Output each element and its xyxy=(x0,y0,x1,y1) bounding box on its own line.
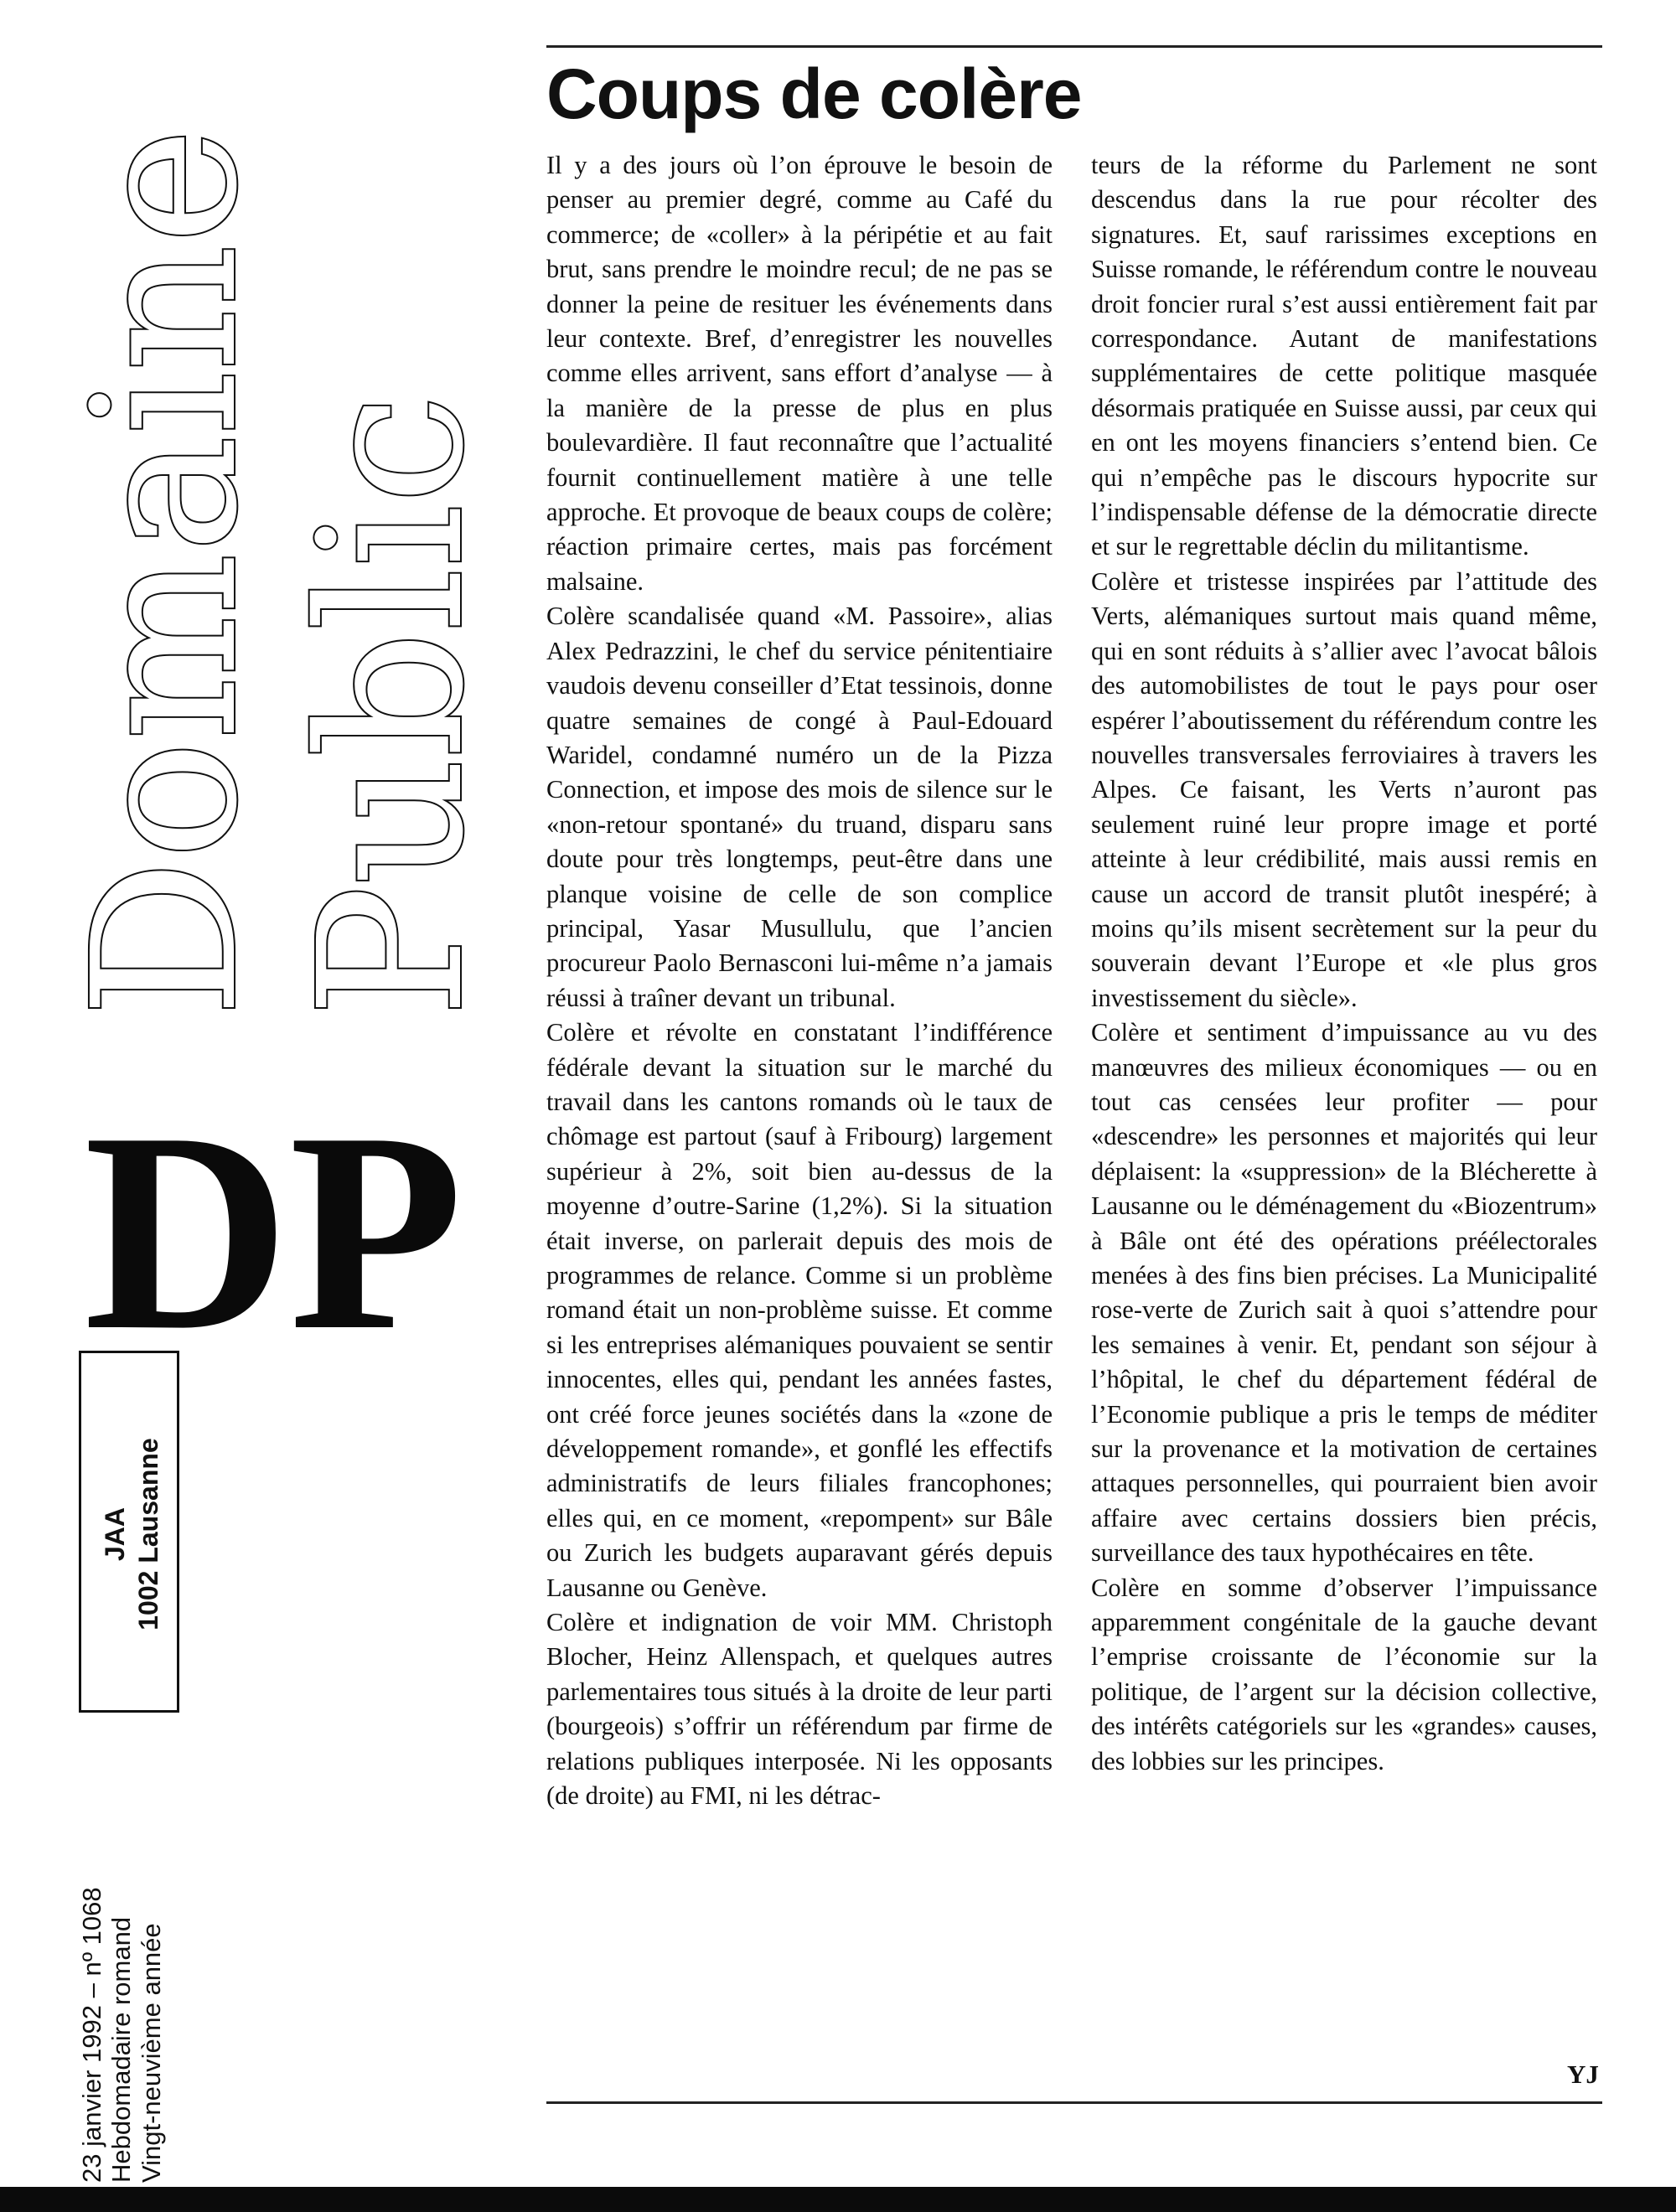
article-column-2 xyxy=(1091,148,1597,1779)
article-paragraph: Colère et indignation de voir MM. Christoph Blocher, Heinz Allenspach, et quelques autres parlementaires tous situés à la droite de leur parti (bourgeois) s’offrir un référendum par firme de relations publiques interposée. Ni les opposants (de droite) au FMI, ni les détrac- xyxy=(546,1608,1053,1811)
article-paragraph: Colère et tristesse inspirées par l’attitude des Verts, alémaniques surtout mais quand même, qui en sont réduits à s’allier avec l’avocat bâlois des automobilistes de tout le pays pour oser espérer l’aboutissement du référendum contre les nouvelles transversales ferroviaires à travers les Alpes. Ce faisant, les Verts n’auront pas seulement ruiné leur propre image et porté atteinte à leur crédibilité, mais aussi remis en cause un accord de transit plutôt inespéré; à moins qu’ils misent secrètement sur la peur du souverain devant l’Europe et «le plus gros investissement du siècle». xyxy=(1091,566,1597,1012)
article-paragraph: Colère en somme d’observer l’impuissance apparemment congénitale de la gauche devant l’emprise croissante de l’économie sur la politique, de l’argent sur la décision collective, des intérêts catégoriels sur les «grandes» causes, des lobbies sur les principes. xyxy=(1091,1573,1597,1775)
publication-year: Vingt-neuvième année xyxy=(136,1923,166,2183)
top-rule xyxy=(546,45,1602,48)
imprint-postcode: 1002 Lausanne xyxy=(133,1438,163,1631)
bottom-rule xyxy=(546,2101,1602,2104)
article-paragraph: teurs de la réforme du Parlement ne sont descendus dans la rue pour récolter des signatures. Et, sauf rarissimes exceptions en Suisse romande, le référendum contre le nouveau droit foncier rural s’est aussi entièrement fait par correspondance. Autant de manifestations supplémentaires de cette politique masquée désormais pratiquée en Suisse aussi, par ceux qui en ont les moyens financiers s’entend bien. Ce qui n’empêche pas le discours hypocrite sur l’indispensable défense de la démocratie directe et sur le regrettable déclin du militantisme. xyxy=(1091,151,1597,561)
article-paragraph: Il y a des jours où l’on éprouve le besoin de penser au premier degré, comme au Café du commerce; de «coller» à la péripétie et au fait brut, sans prendre le moindre recul; de ne pas se donner la peine de resituer les événements dans leur contexte. Bref, d’enregistrer les nouvelles comme elles arrivent, sans effort d’analyse — à la manière de la presse de plus en plus boulevardière. Il faut reconnaître que l’actualité fournit continuellement matière à une telle approche. Et provoque de beaux coups de colère; réaction primaire certes, mais pas forcément malsaine. xyxy=(546,151,1053,596)
postage-imprint-box xyxy=(79,1351,179,1713)
masthead-title-domaine: Domaine xyxy=(50,127,281,1018)
logo-letter-p: P xyxy=(289,1073,463,1389)
article-column-1 xyxy=(546,148,1053,1814)
article-paragraph: Colère scandalisée quand «M. Passoire», alias Alex Pedrazzini, le chef du service pénitentiaire vaudois devenu conseiller d’Etat tessinois, donne quatre semaines de congé à Paul-Edouard Waridel, condamné numéro un de la Pizza Connection, et impose des mois de silence sur le «non-retour spontané» du truand, disparu sans doute pour très longtemps, peut-être dans une planque voisine de celle de son complice principal, Yasar Musullulu, que l’ancien procureur Paolo Bernasconi lui-même n’a jamais réussi à traîner devant un tribunal. xyxy=(546,602,1053,1012)
postage-imprint-text xyxy=(81,1353,182,1715)
imprint-jaa: JAA xyxy=(100,1507,130,1562)
masthead-title-public: Public xyxy=(277,394,507,1018)
issue-dateline xyxy=(77,1680,166,2183)
publication-frequency: Hebdomadaire romand xyxy=(106,1916,137,2183)
logo-letter-d: D xyxy=(84,1073,290,1389)
article-paragraph: Colère et révolte en constatant l’indifférence fédérale devant la situation sur le marché du travail dans les cantons romands où le taux de chômage est partout (sauf à Fribourg) largement supérieur à 2%, soit bien au-dessus de la moyenne d’outre-Sarine (1,2%). Si la situation était inverse, on parlerait depuis des mois de programmes de relance. Comme si un problème romand était un non-problème suisse. Et comme si les entreprises alémaniques pouvaient se sentir innocentes, elles qui, pendant les années fastes, ont créé force jeunes sociétés dans la «zone de développement romande», et gonflé les effectifs administratifs de leurs filiales francophones; elles qui, en ce moment, «repompent» sur Bâle ou Zurich les budgets auparavant gérés depuis Lausanne ou Genève. xyxy=(546,1018,1053,1602)
page-edge-bar xyxy=(0,2187,1676,2212)
author-initials: YJ xyxy=(1567,2060,1599,2089)
article-paragraph: Colère et sentiment d’impuissance au vu des manœuvres des milieux économiques — ou en tout cas censées leur profiter — pour «descendre» les personnes et majorités qui leur déplaisent: la «suppression» de la Blécherette à Lausanne ou le déménagement du «Biozentrum» à Bâle ont été des opérations préélectorales menées à des fins bien précises. La Municipalité rose-verte de Zurich sait à quoi s’attendre pour les semaines à venir. Et, pendant son séjour à l’hôpital, le chef du département fédéral de l’Economie publique a pris le temps de méditer sur la provenance et la motivation de certaines attaques personnelles, qui pourraient bien avoir affaire avec certains dossiers bien précis, surveillance des taux hypothécaires en tête. xyxy=(1091,1018,1597,1568)
issue-date: 23 janvier 1992 – nº 1068 xyxy=(77,1887,106,2183)
article-title: Coups de colère xyxy=(546,54,1082,133)
